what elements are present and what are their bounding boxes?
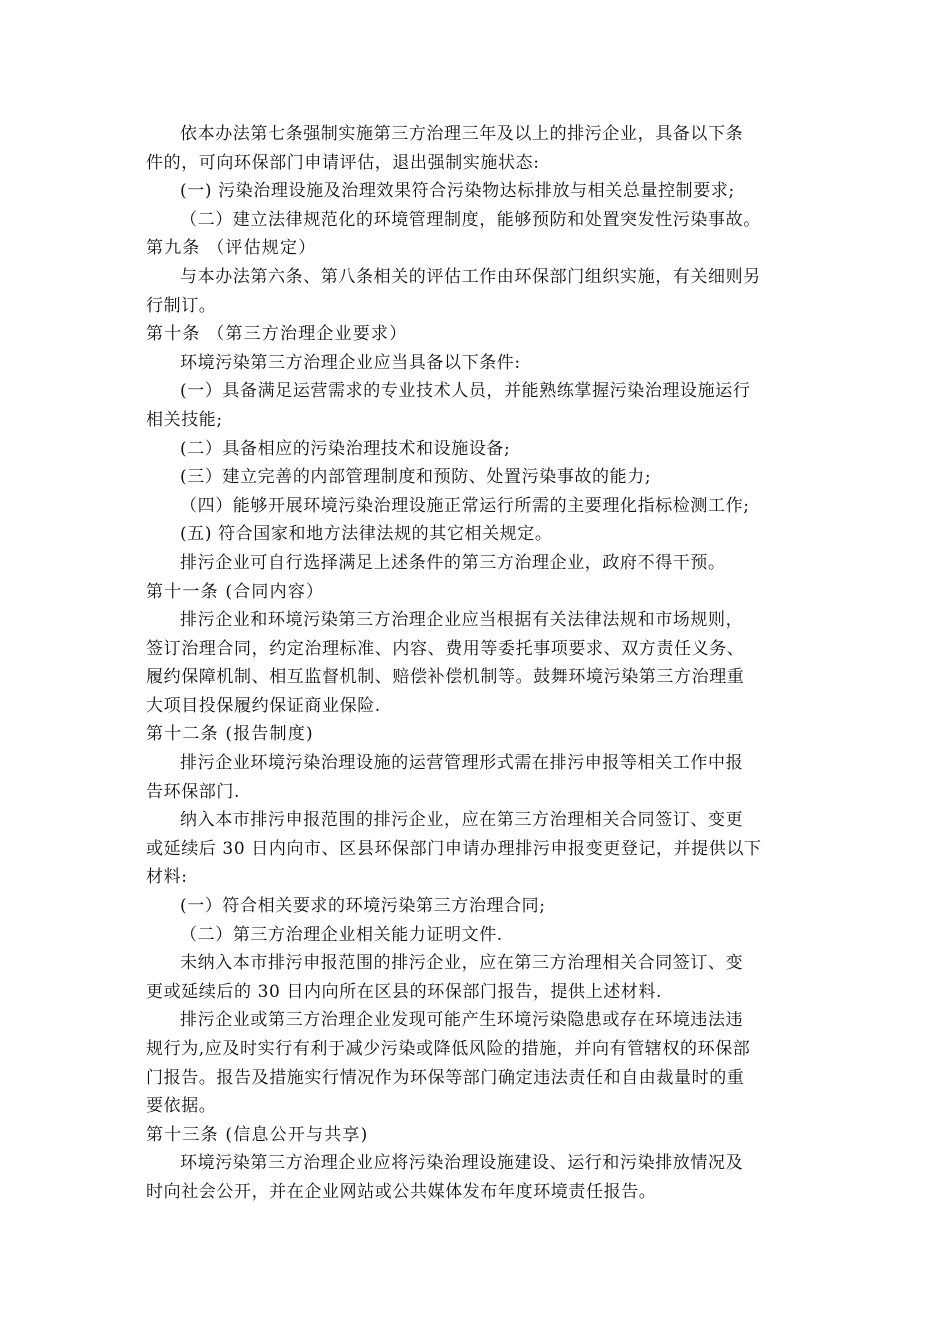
text-line: 告环保部门. — [146, 781, 241, 802]
text-line: (二）具备相应的污染治理技术和设施设备; — [180, 438, 511, 459]
text-line: 签订治理合同，约定治理标准、内容、费用等委托事项要求、双方责任义务、 — [146, 638, 745, 659]
text-line: 依本办法第七条强制实施第三方治理三年及以上的排污企业，具备以下条 — [180, 124, 744, 144]
text-line: 规行为,应及时实行有利于减少污染或降低风险的措施，并向有管辖权的环保部 — [146, 1039, 751, 1059]
text-line: 环境污染第三方治理企业应将污染治理设施建设、运行和污染排放情况及 — [180, 1153, 744, 1174]
text-line: (一）符合相关要求的环境污染第三方治理合同; — [180, 896, 546, 917]
text-line: 与本办法第六条、第八条相关的评估工作由环保部门组织实施，有关细则另 — [180, 266, 761, 287]
text-line: 排污企业和环境污染第三方治理企业应当根据有关法律法规和市场规则， — [180, 610, 744, 631]
text-line: (一) 污染治理设施及治理效果符合污染物达标排放与相关总量控制要求; — [180, 181, 735, 202]
text-line: 材料: — [146, 867, 188, 888]
document-body — [146, 120, 800, 1207]
text-line: (三）建立完善的内部管理制度和预防、处置污染事故的能力; — [180, 467, 652, 488]
text-line: 环境污染第三方治理企业应当具备以下条件: — [180, 352, 521, 373]
text-line: （二）建立法律规范化的环境管理制度，能够预防和处置突发性污染事故。 — [180, 209, 761, 230]
text-line: 相关技能; — [146, 409, 223, 430]
article-heading: 第九条 （评估规定） — [146, 238, 317, 259]
text-line: 排污企业可自行选择满足上述条件的第三方治理企业，政府不得干预。 — [180, 552, 726, 573]
article-heading: 第十二条 (报告制度) — [146, 724, 314, 745]
text-line: 或延续后 30 日内向市、区县环保部门申请办理排污申报变更登记，并提供以下 — [146, 838, 762, 859]
text-line: 件的，可向环保部门申请评估，退出强制实施状态: — [146, 152, 540, 173]
text-line: 更或延续后的 30 日内向所在区县的环保部门报告，提供上述材料. — [146, 981, 663, 1002]
text-line: 大项目投保履约保证商业保险. — [146, 695, 381, 716]
text-line: 履约保障机制、相互监督机制、赔偿补偿机制等。鼓舞环境污染第三方治理重 — [146, 667, 745, 688]
text-line: 未纳入本市排污申报范围的排污企业，应在第三方治理相关合同签订、变 — [180, 953, 744, 974]
text-line: 纳入本市排污申报范围的排污企业，应在第三方治理相关合同签订、变更 — [180, 810, 744, 831]
text-line: 排污企业环境污染治理设施的运营管理形式需在排污申报等相关工作中报 — [180, 753, 744, 774]
article-heading: 第十条 （第三方治理企业要求） — [146, 324, 408, 345]
text-line: 要依据。 — [146, 1096, 217, 1117]
article-heading: 第十三条 (信息公开与共享) — [146, 1124, 369, 1145]
text-line: (一）具备满足运营需求的专业技术人员，并能熟练掌握污染治理设施运行 — [180, 381, 751, 402]
text-line: (五) 符合国家和地方法律法规的其它相关规定。 — [180, 524, 553, 545]
text-line: （四）能够开展环境污染治理设施正常运行所需的主要理化指标检测工作; — [180, 495, 750, 516]
text-line: 行制订。 — [146, 295, 217, 316]
article-heading: 第十一条 (合同内容） — [146, 581, 325, 602]
text-line: （二）第三方治理企业相关能力证明文件. — [180, 924, 503, 945]
text-line: 排污企业或第三方治理企业发现可能产生环境污染隐患或存在环境违法违 — [180, 1010, 744, 1031]
text-line: 时向社会公开，并在企业网站或公共媒体发布年度环境责任报告。 — [146, 1181, 657, 1202]
text-line: 门报告。报告及措施实行情况作为环保等部门确定违法责任和自由裁量时的重 — [146, 1067, 745, 1088]
